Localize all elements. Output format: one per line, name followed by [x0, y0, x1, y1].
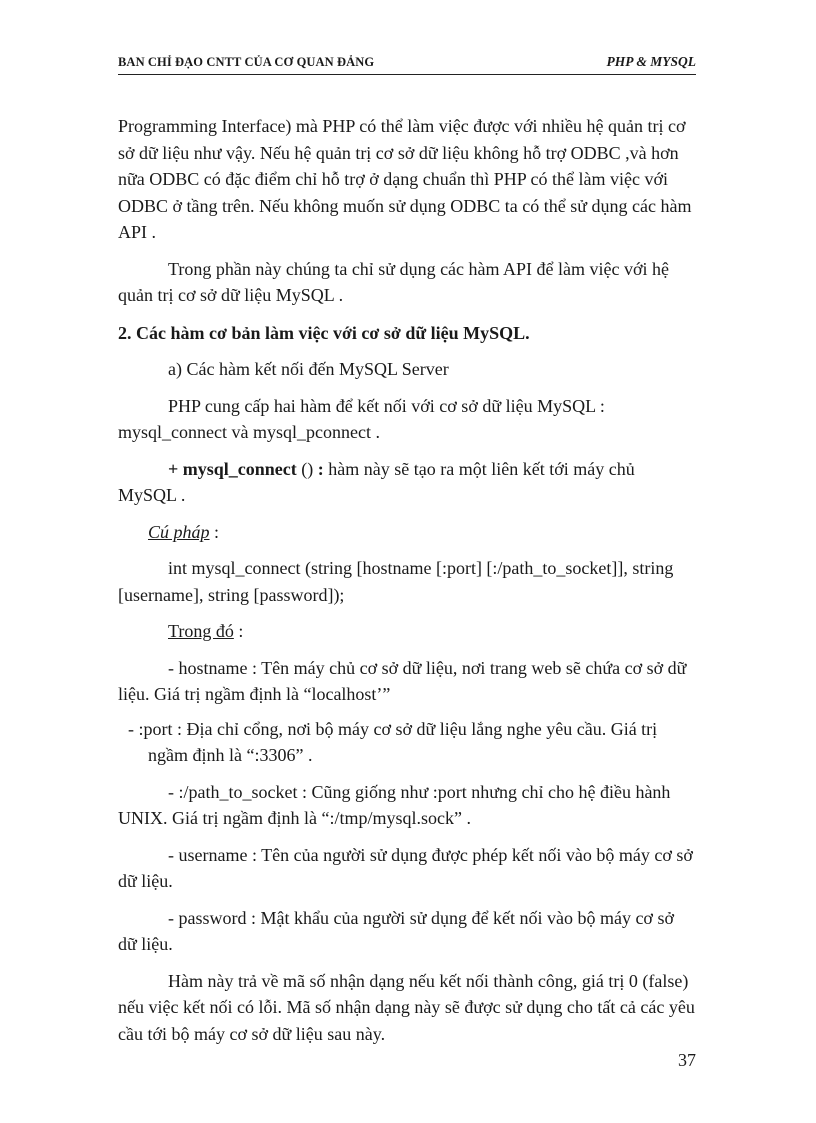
param-username: - username : Tên của người sử dụng được phép kết nối vào bộ máy cơ sở dữ liệu. [118, 844, 693, 891]
param-password: - password : Mật khẩu của người sử dụng để kết nối vào bộ máy cơ sở dữ liệu. [118, 907, 674, 954]
section-heading: 2. Các hàm cơ bản làm việc với cơ sở dữ liệu MySQL. [118, 322, 530, 343]
param-socket: - :/path_to_socket : Cũng giống như :port nhưng chỉ cho hệ điều hành UNIX. Giá trị ngầm định là “:/tmp/mysql.sock” . [118, 781, 671, 828]
page-header [118, 52, 696, 75]
where-colon: : [233, 621, 244, 641]
param-port: - :port : Địa chỉ cổng, nơi bộ máy cơ sở dữ liệu lắng nghe yêu cầu. Giá trị ngầm định là “:3306” . [128, 718, 658, 765]
header-topic: PHP & MYSQL [606, 54, 696, 69]
param-hostname: - hostname : Tên máy chủ cơ sở dữ liệu, nơi trang web sẽ chứa cơ sở dữ liệu. Giá trị ngầm định là “localhost’” [118, 657, 687, 704]
paragraph-return: Hàm này trả về mã số nhận dạng nếu kết nối thành công, giá trị 0 (false) nếu việc kết nối có lỗi. Mã số nhận dạng này sẽ được sử dụng cho tất cả các yêu cầu tới bộ máy cơ sở dữ liệu sau này. [118, 970, 695, 1044]
where-label-line [118, 618, 696, 645]
function-description: hàm này sẽ tạo ra một liên kết tới máy chủ MySQL . [118, 458, 635, 505]
syntax-signature: int mysql_connect (string [hostname [:port] [:/path_to_socket]], string [username], string [password]); [118, 558, 674, 605]
where-label: Trong đó [168, 621, 234, 641]
syntax-colon: : [209, 521, 220, 542]
subsection-a: a) Các hàm kết nối đến MySQL Server [168, 359, 449, 379]
paragraph-api: Trong phần này chúng ta chỉ sử dụng các hàm API để làm việc với hệ quản trị cơ sở dữ liệu MySQL . [118, 258, 670, 305]
page-body [118, 113, 696, 1047]
syntax-label-line [118, 519, 696, 546]
header-organization: BAN CHỈ ĐẠO CNTT CỦA CƠ QUAN ĐẢNG [118, 55, 375, 69]
page-number: 37 [678, 1050, 696, 1070]
function-colon: : [317, 458, 324, 479]
paragraph-intro: Programming Interface) mà PHP có thể làm việc được với nhiều hệ quản trị cơ sở dữ liệu như vậy. Nếu hệ quản trị cơ sở dữ liệu không hỗ trợ ODBC ,và hơn nữa ODBC có đặc điểm chỉ hỗ trợ ở dạng chuẩn thì PHP có thể làm việc với ODBC ở tầng trên. Nếu không muốn sử dụng ODBC ta có thể sử dụng các hàm API . [118, 116, 692, 242]
paragraph-mysql-connect [118, 456, 696, 509]
paragraph-connect-functions: PHP cung cấp hai hàm để kết nối với cơ sở dữ liệu MySQL : mysql_connect và mysql_pconnect . [118, 395, 605, 442]
syntax-label: Cú pháp [148, 521, 210, 542]
function-name: + mysql_connect [168, 458, 297, 479]
function-parens: () [296, 458, 318, 479]
